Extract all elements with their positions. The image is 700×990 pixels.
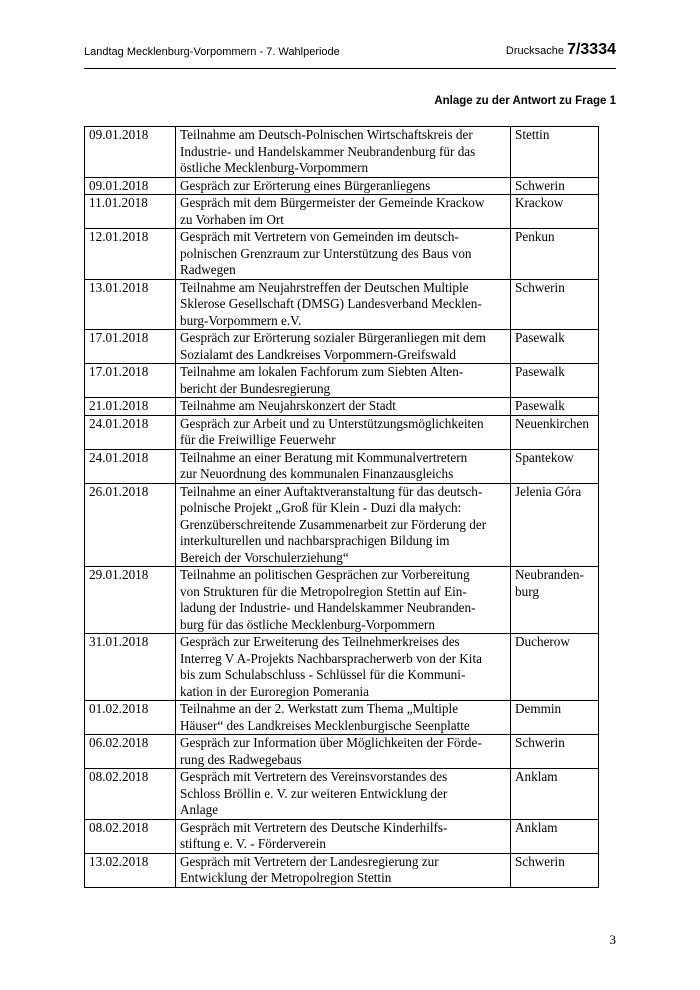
location-cell [511, 634, 599, 701]
location-line: Schwerin [515, 279, 565, 295]
description-line: Gespräch zur Erweiterung des Teilnehmerkreises des [180, 634, 460, 649]
description-line: Teilnahme an einer Auftaktveranstaltung für das deutsch- [180, 483, 483, 499]
location-cell [511, 195, 599, 229]
table-row [85, 398, 599, 416]
description-line: polnischen Grenzraum zur Unterstützung des Baus von [180, 245, 472, 261]
description-cell [176, 177, 511, 195]
description-line: Gespräch zur Erörterung sozialer Bürgeranliegen mit dem [180, 330, 486, 345]
description-line: Industrie- und Handelskammer Neubrandenburg für das [180, 143, 476, 159]
description-line: Gespräch mit Vertretern des Deutsche Kinderhilfs- [180, 819, 448, 835]
description-line: zur Neuordnung des kommunalen Finanzausgleichs [180, 466, 454, 481]
page-number: 3 [609, 932, 616, 947]
description-line: Gespräch zur Information über Möglichkeiten der Förde- [180, 735, 482, 750]
description-line: Interreg V A-Projekts Nachbarspracherwerb von der Kita [180, 650, 482, 666]
location-cell [511, 567, 599, 634]
description-cell [176, 195, 511, 229]
date-cell: 11.01.2018 [85, 195, 176, 229]
location-line: Anklam [515, 819, 558, 835]
table-row [85, 853, 599, 887]
location-line: Spantekow [515, 449, 574, 465]
description-line: rung des Radwegebaus [180, 751, 302, 767]
description-line: Teilnahme am Neujahrstreffen der Deutschen Multiple [180, 279, 469, 295]
location-cell [511, 449, 599, 483]
description-line: Gespräch mit Vertretern von Gemeinden im deutsch- [180, 229, 459, 244]
description-line: Teilnahme am lokalen Fachforum zum Siebten Alten- [180, 364, 464, 379]
page-header [84, 40, 616, 69]
description-line: Bereich der Vorschulerziehung“ [180, 549, 349, 565]
description-cell [176, 567, 511, 634]
table-row [85, 330, 599, 364]
location-cell [511, 229, 599, 280]
date-cell: 13.01.2018 [85, 279, 176, 330]
description-line: Teilnahme am Neujahrskonzert der Stadt [180, 398, 396, 413]
document-number [506, 41, 616, 59]
location-line: burg [515, 583, 539, 599]
description-line: für die Freiwillige Feuerwehr [180, 432, 336, 447]
table-row [85, 229, 599, 280]
description-line: Entwicklung der Metropolregion Stettin [180, 870, 392, 885]
table-row [85, 195, 599, 229]
location-cell [511, 127, 599, 178]
table-row [85, 567, 599, 634]
location-line: Krackow [515, 195, 564, 210]
location-cell [511, 769, 599, 820]
description-cell [176, 449, 511, 483]
location-line: Neubranden- [515, 567, 584, 582]
description-line: Gespräch mit Vertretern des Vereinsvorstandes des [180, 769, 448, 784]
location-cell [511, 701, 599, 735]
description-cell [176, 483, 511, 567]
description-line: Grenzüberschreitende Zusammenarbeit zur Förderung der [180, 516, 487, 532]
description-line: Gespräch zur Erörterung eines Bürgeranliegens [180, 177, 431, 193]
location-line: Jelenia Góra [515, 483, 582, 499]
date-cell: 24.01.2018 [85, 415, 176, 449]
table-row [85, 819, 599, 853]
location-line: Schwerin [515, 735, 565, 750]
description-line: Gespräch mit Vertretern der Landesregierung zur [180, 853, 439, 869]
description-cell [176, 853, 511, 887]
table-row [85, 127, 599, 178]
description-cell [176, 735, 511, 769]
location-cell [511, 819, 599, 853]
location-cell [511, 330, 599, 364]
location-line: Anklam [515, 769, 558, 784]
location-cell [511, 415, 599, 449]
description-line: Sklerose Gesellschaft (DMSG) Landesverband Mecklen- [180, 296, 482, 311]
document-number-value: 7/3334 [567, 41, 616, 58]
location-cell [511, 853, 599, 887]
date-cell: 08.02.2018 [85, 769, 176, 820]
description-line: Sozialamt des Landkreises Vorpommern-Greifswald [180, 346, 457, 362]
description-line: Gespräch mit dem Bürgermeister der Gemeinde Krackow [180, 195, 485, 210]
description-cell [176, 819, 511, 853]
description-cell [176, 127, 511, 178]
table-row [85, 769, 599, 820]
description-cell [176, 415, 511, 449]
table-row [85, 634, 599, 701]
description-cell [176, 229, 511, 280]
description-line: Anlage [180, 802, 219, 817]
location-cell [511, 483, 599, 567]
appointments-table [84, 126, 599, 888]
description-cell [176, 634, 511, 701]
description-cell [176, 769, 511, 820]
description-line: polnische Projekt „Groß für Klein - Duzi dla małych: [180, 500, 462, 515]
description-line: zu Vorhaben im Ort [180, 211, 284, 227]
description-cell [176, 330, 511, 364]
description-cell [176, 398, 511, 416]
description-cell [176, 701, 511, 735]
location-line: Demmin [515, 701, 562, 716]
date-cell: 24.01.2018 [85, 449, 176, 483]
description-line: Häuser“ des Landkreises Mecklenburgische Seenplatte [180, 717, 470, 733]
description-cell [176, 364, 511, 398]
description-line: stiftung e. V. - Förderverein [180, 836, 327, 851]
location-cell [511, 364, 599, 398]
location-line: Schwerin [515, 177, 565, 193]
table-row [85, 483, 599, 567]
description-line: kation in der Euroregion Pomerania [180, 683, 369, 699]
description-line: ladung der Industrie- und Handelskammer Neubranden- [180, 600, 476, 615]
description-cell [176, 279, 511, 330]
description-line: Gespräch zur Arbeit und zu Unterstützungsmöglichkeiten [180, 415, 484, 431]
location-line: Pasewalk [515, 364, 565, 379]
description-line: Teilnahme an der 2. Werkstatt zum Thema „Multiple [180, 701, 459, 716]
description-line: Teilnahme an einer Beratung mit Kommunalvertretern [180, 449, 468, 465]
location-line: Penkun [515, 229, 555, 244]
description-line: burg für das östliche Mecklenburg-Vorpommern [180, 616, 435, 632]
date-cell: 29.01.2018 [85, 567, 176, 634]
description-line: bis zum Schulabschluss - Schlüssel für die Kommuni- [180, 667, 466, 682]
date-cell: 21.01.2018 [85, 398, 176, 416]
date-cell: 09.01.2018 [85, 127, 176, 178]
location-line: Neuenkirchen [515, 415, 589, 431]
description-line: Radwegen [180, 262, 236, 277]
date-cell: 09.01.2018 [85, 177, 176, 195]
date-cell: 12.01.2018 [85, 229, 176, 280]
date-cell: 31.01.2018 [85, 634, 176, 701]
location-cell [511, 177, 599, 195]
parliament-title: Landtag Mecklenburg-Vorpommern - 7. Wahlperiode [84, 46, 340, 58]
table-row [85, 415, 599, 449]
table-row [85, 449, 599, 483]
location-cell [511, 398, 599, 416]
table-row [85, 279, 599, 330]
date-cell: 26.01.2018 [85, 483, 176, 567]
description-line: bericht der Bundesregierung [180, 380, 331, 396]
date-cell: 13.02.2018 [85, 853, 176, 887]
date-cell: 17.01.2018 [85, 330, 176, 364]
table-row [85, 177, 599, 195]
table-row [85, 364, 599, 398]
table-row [85, 701, 599, 735]
description-line: interkulturellen und nachbarsprachigen Bildung im [180, 533, 450, 548]
location-cell [511, 279, 599, 330]
location-line: Pasewalk [515, 330, 565, 345]
description-line: Schloss Bröllin e. V. zur weiteren Entwicklung der [180, 785, 448, 801]
description-line: burg-Vorpommern e.V. [180, 312, 302, 328]
table-row [85, 735, 599, 769]
date-cell: 06.02.2018 [85, 735, 176, 769]
date-cell: 17.01.2018 [85, 364, 176, 398]
date-cell: 01.02.2018 [85, 701, 176, 735]
location-line: Ducherow [515, 634, 570, 649]
location-cell [511, 735, 599, 769]
description-line: von Strukturen für die Metropolregion Stettin auf Ein- [180, 583, 467, 599]
location-line: Schwerin [515, 853, 565, 869]
location-line: Pasewalk [515, 398, 565, 413]
annex-title: Anlage zu der Antwort zu Frage 1 [434, 95, 616, 107]
description-line: Teilnahme am Deutsch-Polnischen Wirtschaftskreis der [180, 127, 473, 142]
document-label: Drucksache [505, 45, 564, 57]
description-line: Teilnahme an politischen Gesprächen zur Vorbereitung [180, 567, 470, 582]
description-line: östliche Mecklenburg-Vorpommern [180, 160, 369, 175]
location-line: Stettin [515, 127, 550, 142]
date-cell: 08.02.2018 [85, 819, 176, 853]
